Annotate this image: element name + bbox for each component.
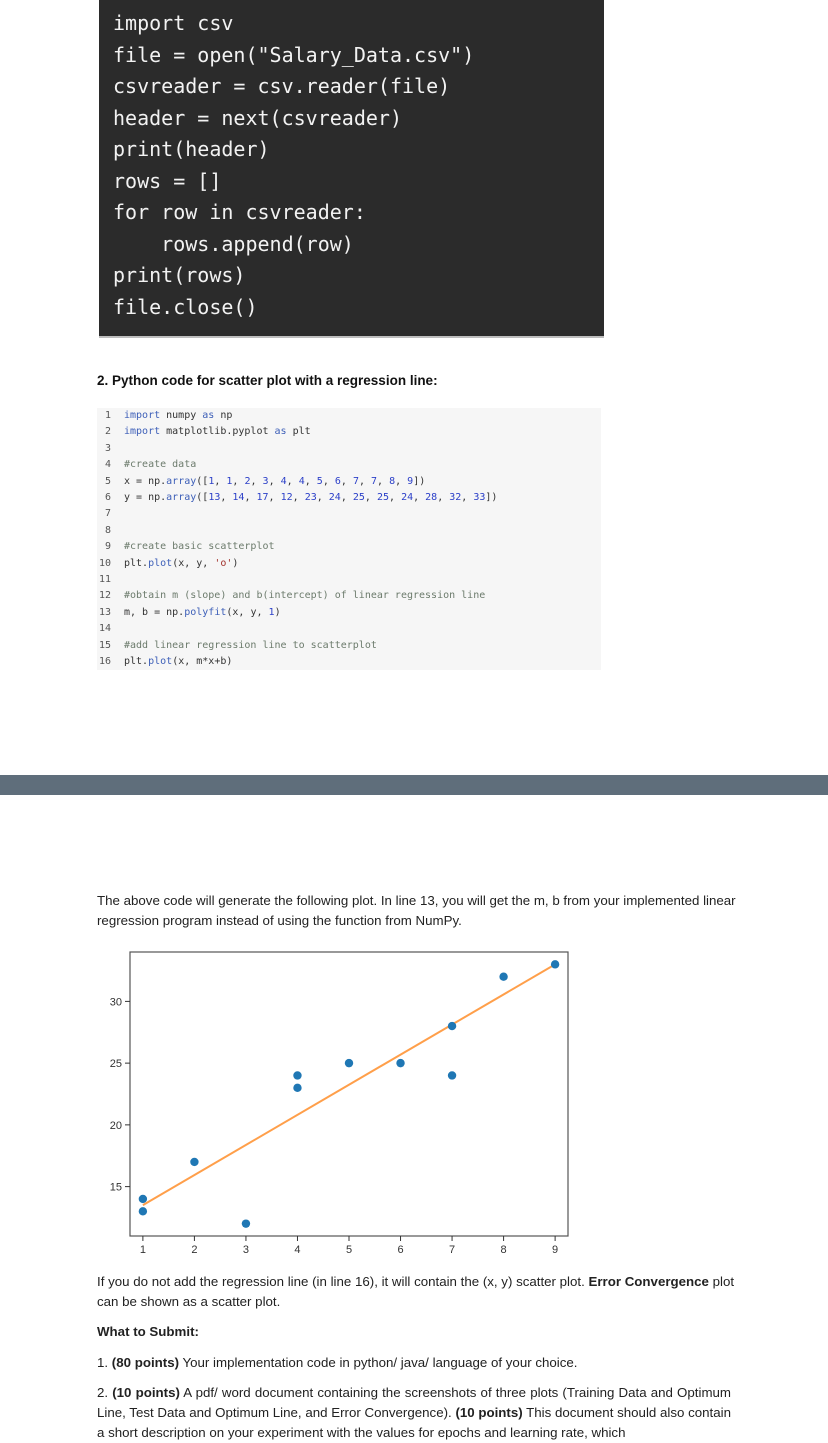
code-token: np (214, 410, 233, 421)
code-token: 1 (208, 475, 215, 487)
code-line: rows.append(row) (113, 231, 354, 256)
code-token: as (274, 426, 287, 438)
code-token: 'o' (214, 557, 233, 569)
code-token: , (292, 492, 305, 503)
code-token: plt. (124, 656, 149, 667)
code-line (97, 506, 124, 522)
line-number: 15 (98, 639, 111, 651)
code-line (97, 539, 275, 555)
code-token: , (220, 492, 233, 503)
code-token: ([ (196, 492, 209, 503)
code-token: 12 (280, 492, 293, 503)
scatter-point (139, 1195, 147, 1203)
code-token: array (166, 492, 197, 503)
item2-text-2: This document should also contain a short description on your experiment with the values for epochs and learning rate, which (97, 1405, 732, 1440)
code-line: header = next(csvreader) (113, 105, 402, 130)
code-token: , (304, 475, 317, 487)
code-token: ([ (196, 475, 209, 487)
code-token: plot (148, 656, 173, 667)
code-line (97, 474, 425, 490)
x-tick-label: 8 (500, 1244, 507, 1256)
x-tick-label: 3 (242, 1244, 250, 1256)
scatter-point (293, 1084, 301, 1092)
code-token: 1 (226, 475, 233, 487)
code-token: , (232, 475, 245, 487)
code-token: , (395, 475, 408, 487)
code-line (97, 588, 485, 604)
item2-text-1: A pdf/ word document containing the screenshots of three plots (Training Data and Optimum Line, Test Data and Optimum Line, and Error Convergence). (97, 1385, 731, 1420)
code-line (97, 556, 238, 572)
code-line: import csv (113, 11, 234, 35)
code-token: 25 (376, 492, 390, 503)
code-token: #obtain m (slope) and b(intercept) of linear regression line (124, 590, 486, 602)
code-token: 28 (425, 492, 438, 503)
item2-prefix: 2. (97, 1385, 113, 1400)
code-token: , (268, 492, 281, 503)
code-line: rows = [] (113, 168, 222, 193)
line-number: 8 (104, 524, 111, 536)
item2-points-2: (10 points) (455, 1405, 523, 1420)
code-token: (x, m*x+b) (172, 656, 233, 667)
code-token: 1 (268, 606, 275, 618)
code-line (97, 441, 124, 457)
code-token: ) (274, 606, 281, 618)
code-token: , (214, 475, 227, 487)
code-token: 7 (371, 475, 378, 487)
x-tick-label: 6 (397, 1244, 404, 1256)
code-token: 24 (401, 492, 414, 503)
line-number: 13 (98, 606, 111, 618)
code-line: file = open("Salary_Data.csv") (113, 42, 475, 67)
code-token: 6 (334, 475, 341, 487)
code-line: file.close() (113, 294, 258, 319)
code-token: 24 (328, 492, 341, 503)
code-token: import (124, 410, 161, 421)
code-line (97, 408, 232, 424)
code-token: , (268, 475, 281, 487)
item1-prefix: 1. (97, 1355, 112, 1370)
code-line (97, 457, 196, 473)
code-token: x = np. (124, 475, 167, 487)
code-line (97, 572, 124, 588)
line-number: 3 (104, 442, 111, 454)
code-token: m, b = np. (124, 606, 185, 618)
code-token: #create data (124, 459, 197, 471)
code-line (97, 424, 311, 440)
after-plot-text-end: plot can be shown as a scatter plot. (97, 1274, 735, 1309)
x-tick-label: 1 (139, 1244, 146, 1256)
code-token: 2 (244, 475, 251, 487)
code-token: 4 (298, 475, 305, 487)
code-line (97, 605, 281, 621)
code-token: 3 (262, 475, 269, 487)
submit-item-1 (97, 1353, 737, 1373)
code-token: , (322, 475, 335, 487)
code-line: print(rows) (113, 263, 246, 287)
item1-points: (80 points) (111, 1355, 180, 1370)
scatter-point (242, 1219, 250, 1227)
code-line (97, 523, 124, 539)
code-token: , (340, 475, 353, 487)
x-tick-label: 9 (552, 1244, 559, 1256)
scatter-point (448, 1071, 456, 1079)
after-plot-text: If you do not add the regression line (in line 16), it will contain the (x, y) scatter plot. (97, 1274, 589, 1289)
code-token: , (340, 492, 353, 503)
section-title: 2. Python code for scatter plot with a regression line: (97, 373, 438, 388)
code-token: numpy (160, 410, 203, 421)
scatter-point (551, 960, 559, 968)
code-token: 9 (407, 475, 414, 487)
code-line: print(header) (113, 137, 270, 161)
scatter-point (499, 972, 507, 980)
code-token: , (389, 492, 402, 503)
line-number: 2 (104, 426, 111, 438)
page-divider (0, 775, 828, 795)
line-number: 12 (98, 590, 111, 602)
x-tick-label: 7 (448, 1244, 456, 1256)
error-convergence-label: Error Convergence (588, 1274, 709, 1289)
code-token: 14 (232, 492, 245, 503)
item1-text: Your implementation code in python/ java/ language of your choice. (179, 1355, 578, 1370)
line-number: 10 (98, 557, 111, 569)
code-line: for row in csvreader: (113, 200, 366, 224)
code-token: , (250, 475, 263, 487)
y-tick-label: 20 (109, 1119, 122, 1132)
code-token: 5 (316, 475, 323, 487)
submit-heading: What to Submit: (97, 1324, 199, 1339)
line-number: 7 (104, 508, 111, 520)
code-token: 17 (256, 492, 269, 503)
after-plot-paragraph (97, 1272, 737, 1312)
code-line: csvreader = csv.reader(file) (113, 74, 451, 98)
code-token: 32 (449, 492, 462, 503)
line-number: 11 (98, 574, 111, 585)
code-token: 8 (389, 475, 396, 487)
code-token: , (358, 475, 372, 487)
code-token: ) (232, 557, 239, 569)
code-token: 33 (473, 492, 486, 503)
code-token: matplotlib.pyplot (160, 426, 275, 438)
line-number: 6 (104, 492, 111, 503)
x-tick-label: 4 (294, 1244, 301, 1256)
scatter-point (345, 1059, 353, 1067)
code-token: (x, y, (226, 606, 269, 618)
line-number: 5 (104, 475, 111, 487)
code-token: ]) (485, 492, 498, 503)
y-tick-label: 15 (109, 1181, 122, 1194)
x-tick-label: 5 (345, 1244, 353, 1256)
code-line (97, 638, 377, 654)
code-line (97, 654, 232, 670)
code-token: import (124, 426, 161, 438)
code-token: (x, y, (172, 557, 215, 569)
code-token: array (166, 475, 197, 487)
code-token: , (244, 492, 257, 503)
y-tick-label: 25 (109, 1058, 122, 1071)
code-token: 4 (280, 475, 287, 487)
scatter-point (396, 1059, 404, 1067)
code-token: plt. (124, 557, 149, 569)
code-token: 13 (208, 492, 221, 503)
x-tick-label: 2 (191, 1244, 198, 1256)
code-token: , (461, 492, 474, 503)
submit-item-2 (97, 1383, 731, 1443)
code-token: , (316, 492, 329, 503)
code-token: #create basic scatterplot (124, 541, 275, 553)
code-token: plot (148, 557, 173, 569)
code-token: as (202, 410, 215, 421)
code-token: , (377, 475, 390, 487)
line-number: 1 (104, 410, 111, 421)
code-token: plt (286, 426, 311, 438)
scatter-point (448, 1022, 456, 1030)
code-token: , (364, 492, 377, 503)
code-token: 23 (304, 492, 317, 503)
scatter-point (293, 1071, 301, 1079)
item2-points-1: (10 points) (112, 1385, 180, 1400)
code-token: , (286, 475, 299, 487)
scatter-point (190, 1158, 198, 1166)
line-number: 4 (104, 459, 111, 471)
code-token: , (413, 492, 426, 503)
intro-paragraph: The above code will generate the following plot. In line 13, you will get the m, b from your implemented linear regression program instead of using the function from NumPy. (97, 893, 736, 928)
scatter-regression-chart (96, 944, 578, 1264)
csv-code-block (99, 0, 604, 338)
code-token: ]) (413, 475, 426, 487)
line-number: 14 (98, 623, 111, 635)
line-number: 16 (98, 656, 111, 667)
code-token: polyfit (184, 606, 227, 618)
code-line (97, 621, 124, 637)
code-token: 7 (352, 475, 359, 487)
code-token: 25 (352, 492, 365, 503)
code-line (97, 490, 497, 506)
code-token: #add linear regression line to scatterplot (124, 639, 377, 651)
scatter-code-block (97, 408, 601, 670)
y-tick-label: 30 (109, 996, 122, 1009)
line-number: 9 (104, 541, 111, 553)
scatter-point (139, 1207, 147, 1215)
code-token: , (437, 492, 450, 503)
code-token: y = np. (124, 492, 167, 503)
